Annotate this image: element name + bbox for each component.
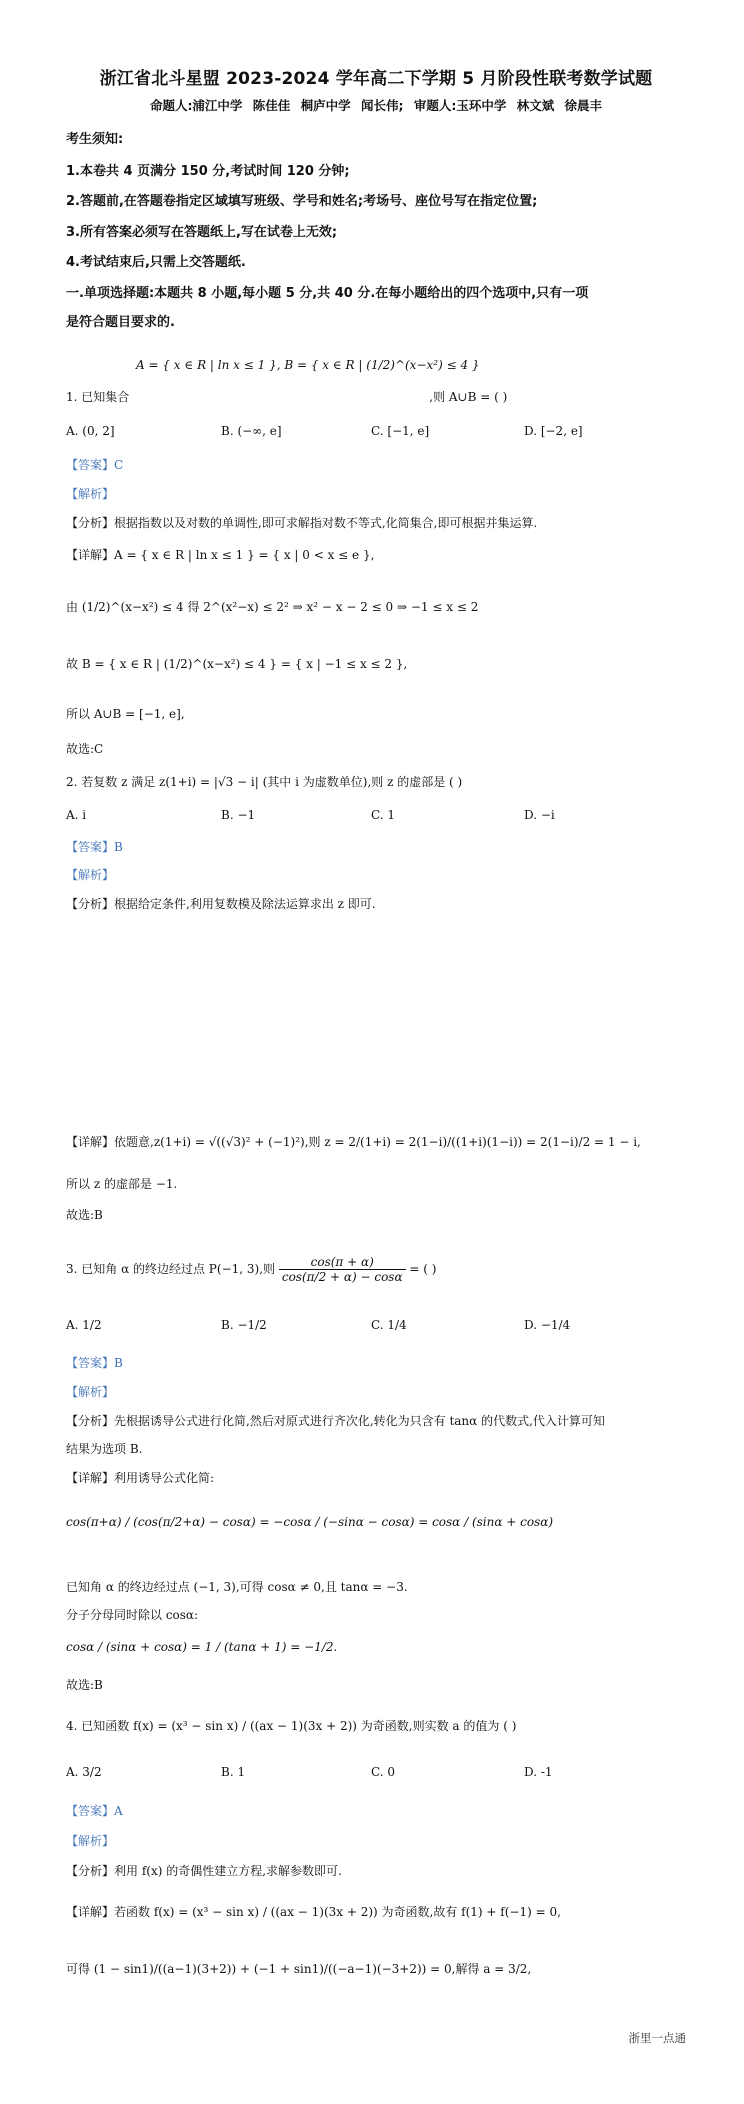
q1-fenxi: 【分析】根据指数以及对数的单调性,即可求解指对数不等式,化简集合,即可根据并集运算. [66, 516, 538, 530]
notice-item-3: 3.所有答案必须写在答题纸上,写在试卷上无效; [66, 225, 338, 240]
q2-analysis-label: 【解析】 [66, 868, 115, 882]
q3-detail-2: 已知角 α 的终边经过点 (−1, 3),可得 cosα ≠ 0,且 tanα = −3. [66, 1580, 408, 1594]
q3-detail-4: cosα / (sinα + cosα) = 1 / (tanα + 1) = −1/2. [66, 1640, 338, 1654]
q4-option-b: B. 1 [221, 1765, 246, 1779]
notice-item-4: 4.考试结束后,只需上交答题纸. [66, 255, 246, 270]
q1-stem [66, 388, 507, 405]
q1-option-c: C. [−1, e] [371, 424, 430, 438]
q1-option-d: D. [−2, e] [524, 424, 583, 438]
page-title: 浙江省北斗星盟 2023-2024 学年高二下学期 5 月阶段性联考数学试题 [99, 69, 653, 89]
q1-detail-3: 故 B = { x ∈ R | (1/2)^(x−x²) ≤ 4 } = { x | −1 ≤ x ≤ 2 }, [66, 657, 408, 671]
notice-item-1: 1.本卷共 4 页满分 150 分,考试时间 120 分钟; [66, 164, 350, 179]
q3-option-a: A. 1/2 [66, 1318, 102, 1332]
q3-choose: 故选:B [66, 1678, 103, 1692]
q2-detail-2: 所以 z 的虚部是 −1. [66, 1177, 178, 1191]
notice-item-2: 2.答题前,在答题卷指定区域填写班级、学号和姓名;考场号、座位号写在指定位置; [66, 194, 538, 209]
q4-stem: 4. 已知函数 f(x) = (x³ − sin x) / ((ax − 1)(3x + 2)) 为奇函数,则实数 a 的值为 ( ) [66, 1719, 517, 1733]
q3-fenxi-2: 结果为选项 B. [66, 1442, 143, 1456]
q3-stem-text: 3. 已知角 α 的终边经过点 P(−1, 3),则 [66, 1262, 276, 1276]
q1-stem-text: 1. 已知集合 [66, 390, 130, 404]
q3-detail-head: 【详解】利用诱导公式化简: [66, 1471, 215, 1485]
q3-expression-denominator: cos(π/2 + α) − cosα [281, 1270, 403, 1284]
q1-detail-4: 所以 A∪B = [−1, e], [66, 707, 185, 721]
q1-choose: 故选:C [66, 742, 104, 756]
q4-answer: 【答案】A [66, 1804, 123, 1818]
q3-option-c: C. 1/4 [371, 1318, 407, 1332]
q3-stem [66, 1255, 436, 1284]
q3-option-b: B. −1/2 [221, 1318, 267, 1332]
q1-stem-tail: ,则 A∪B = ( ) [429, 390, 508, 404]
q3-detail-3: 分子分母同时除以 cosα: [66, 1608, 199, 1622]
q4-detail-2: 可得 (1 − sin1)/((a−1)(3+2)) + (−1 + sin1)/((−a−1)(−3+2)) = 0,解得 a = 3/2, [66, 1962, 532, 1976]
q3-expression [279, 1255, 406, 1284]
q4-option-c: C. 0 [371, 1765, 396, 1779]
q4-analysis-label: 【解析】 [66, 1834, 115, 1848]
q3-expression-numerator: cos(π + α) [279, 1255, 406, 1270]
section-heading-2: 是符合题目要求的. [66, 315, 175, 330]
q2-option-d: D. −i [524, 808, 555, 822]
q2-detail-1: 【详解】依题意,z(1+i) = √((√3)² + (−1)²),则 z = 2/(1+i) = 2(1−i)/((1+i)(1−i)) = 2(1−i)/2 = 1 − i, [66, 1135, 641, 1149]
q1-detail-1: 【详解】A = { x ∈ R | ln x ≤ 1 } = { x | 0 < x ≤ e }, [66, 548, 375, 562]
q2-option-b: B. −1 [221, 808, 256, 822]
q2-stem: 2. 若复数 z 满足 z(1+i) = |√3 − i| (其中 i 为虚数单位),则 z 的虚部是 ( ) [66, 775, 463, 789]
page-footer: 浙里一点通 [628, 2031, 686, 2045]
q1-detail-2: 由 (1/2)^(x−x²) ≤ 4 得 2^(x²−x) ≤ 2² ⇒ x² − x − 2 ≤ 0 ⇒ −1 ≤ x ≤ 2 [66, 600, 479, 614]
q4-fenxi: 【分析】利用 f(x) 的奇偶性建立方程,求解参数即可. [66, 1864, 342, 1878]
section-heading-1: 一.单项选择题:本题共 8 小题,每小题 5 分,共 40 分.在每小题给出的四个选项中,只有一项 [66, 286, 589, 301]
q3-option-d: D. −1/4 [524, 1318, 571, 1332]
q2-option-c: C. 1 [371, 808, 396, 822]
q1-set-definition: A = { x ∈ R | ln x ≤ 1 }, B = { x ∈ R | (1/2)^(x−x²) ≤ 4 } [136, 358, 480, 372]
q1-answer: 【答案】C [66, 458, 124, 472]
q3-stem-tail: = ( ) [409, 1262, 437, 1276]
q3-answer: 【答案】B [66, 1356, 123, 1370]
notice-heading: 考生须知: [66, 132, 124, 147]
q1-option-a: A. (0, 2] [66, 424, 115, 438]
q4-detail-1: 【详解】若函数 f(x) = (x³ − sin x) / ((ax − 1)(3x + 2)) 为奇函数,故有 f(1) + f(−1) = 0, [66, 1905, 561, 1919]
q3-fenxi-1: 【分析】先根据诱导公式进行化简,然后对原式进行齐次化,转化为只含有 tanα 的代数式,代入计算可知 [66, 1414, 605, 1428]
q2-answer: 【答案】B [66, 840, 123, 854]
authors-line: 命题人:浦江中学 陈佳佳 桐庐中学 闻长伟; 审题人:玉环中学 林文斌 徐晨丰 [149, 98, 603, 113]
q4-option-d: D. -1 [524, 1765, 553, 1779]
q1-option-b: B. (−∞, e] [221, 424, 282, 438]
q2-option-a: A. i [66, 808, 87, 822]
q3-analysis-label: 【解析】 [66, 1385, 115, 1399]
q3-detail-equation: cos(π+α) / (cos(π/2+α) − cosα) = −cosα / (−sinα − cosα) = cosα / (sinα + cosα) [66, 1515, 554, 1529]
q2-choose: 故选:B [66, 1208, 103, 1222]
q2-fenxi: 【分析】根据给定条件,利用复数模及除法运算求出 z 即可. [66, 897, 376, 911]
q1-analysis-label: 【解析】 [66, 487, 115, 501]
q4-option-a: A. 3/2 [66, 1765, 102, 1779]
